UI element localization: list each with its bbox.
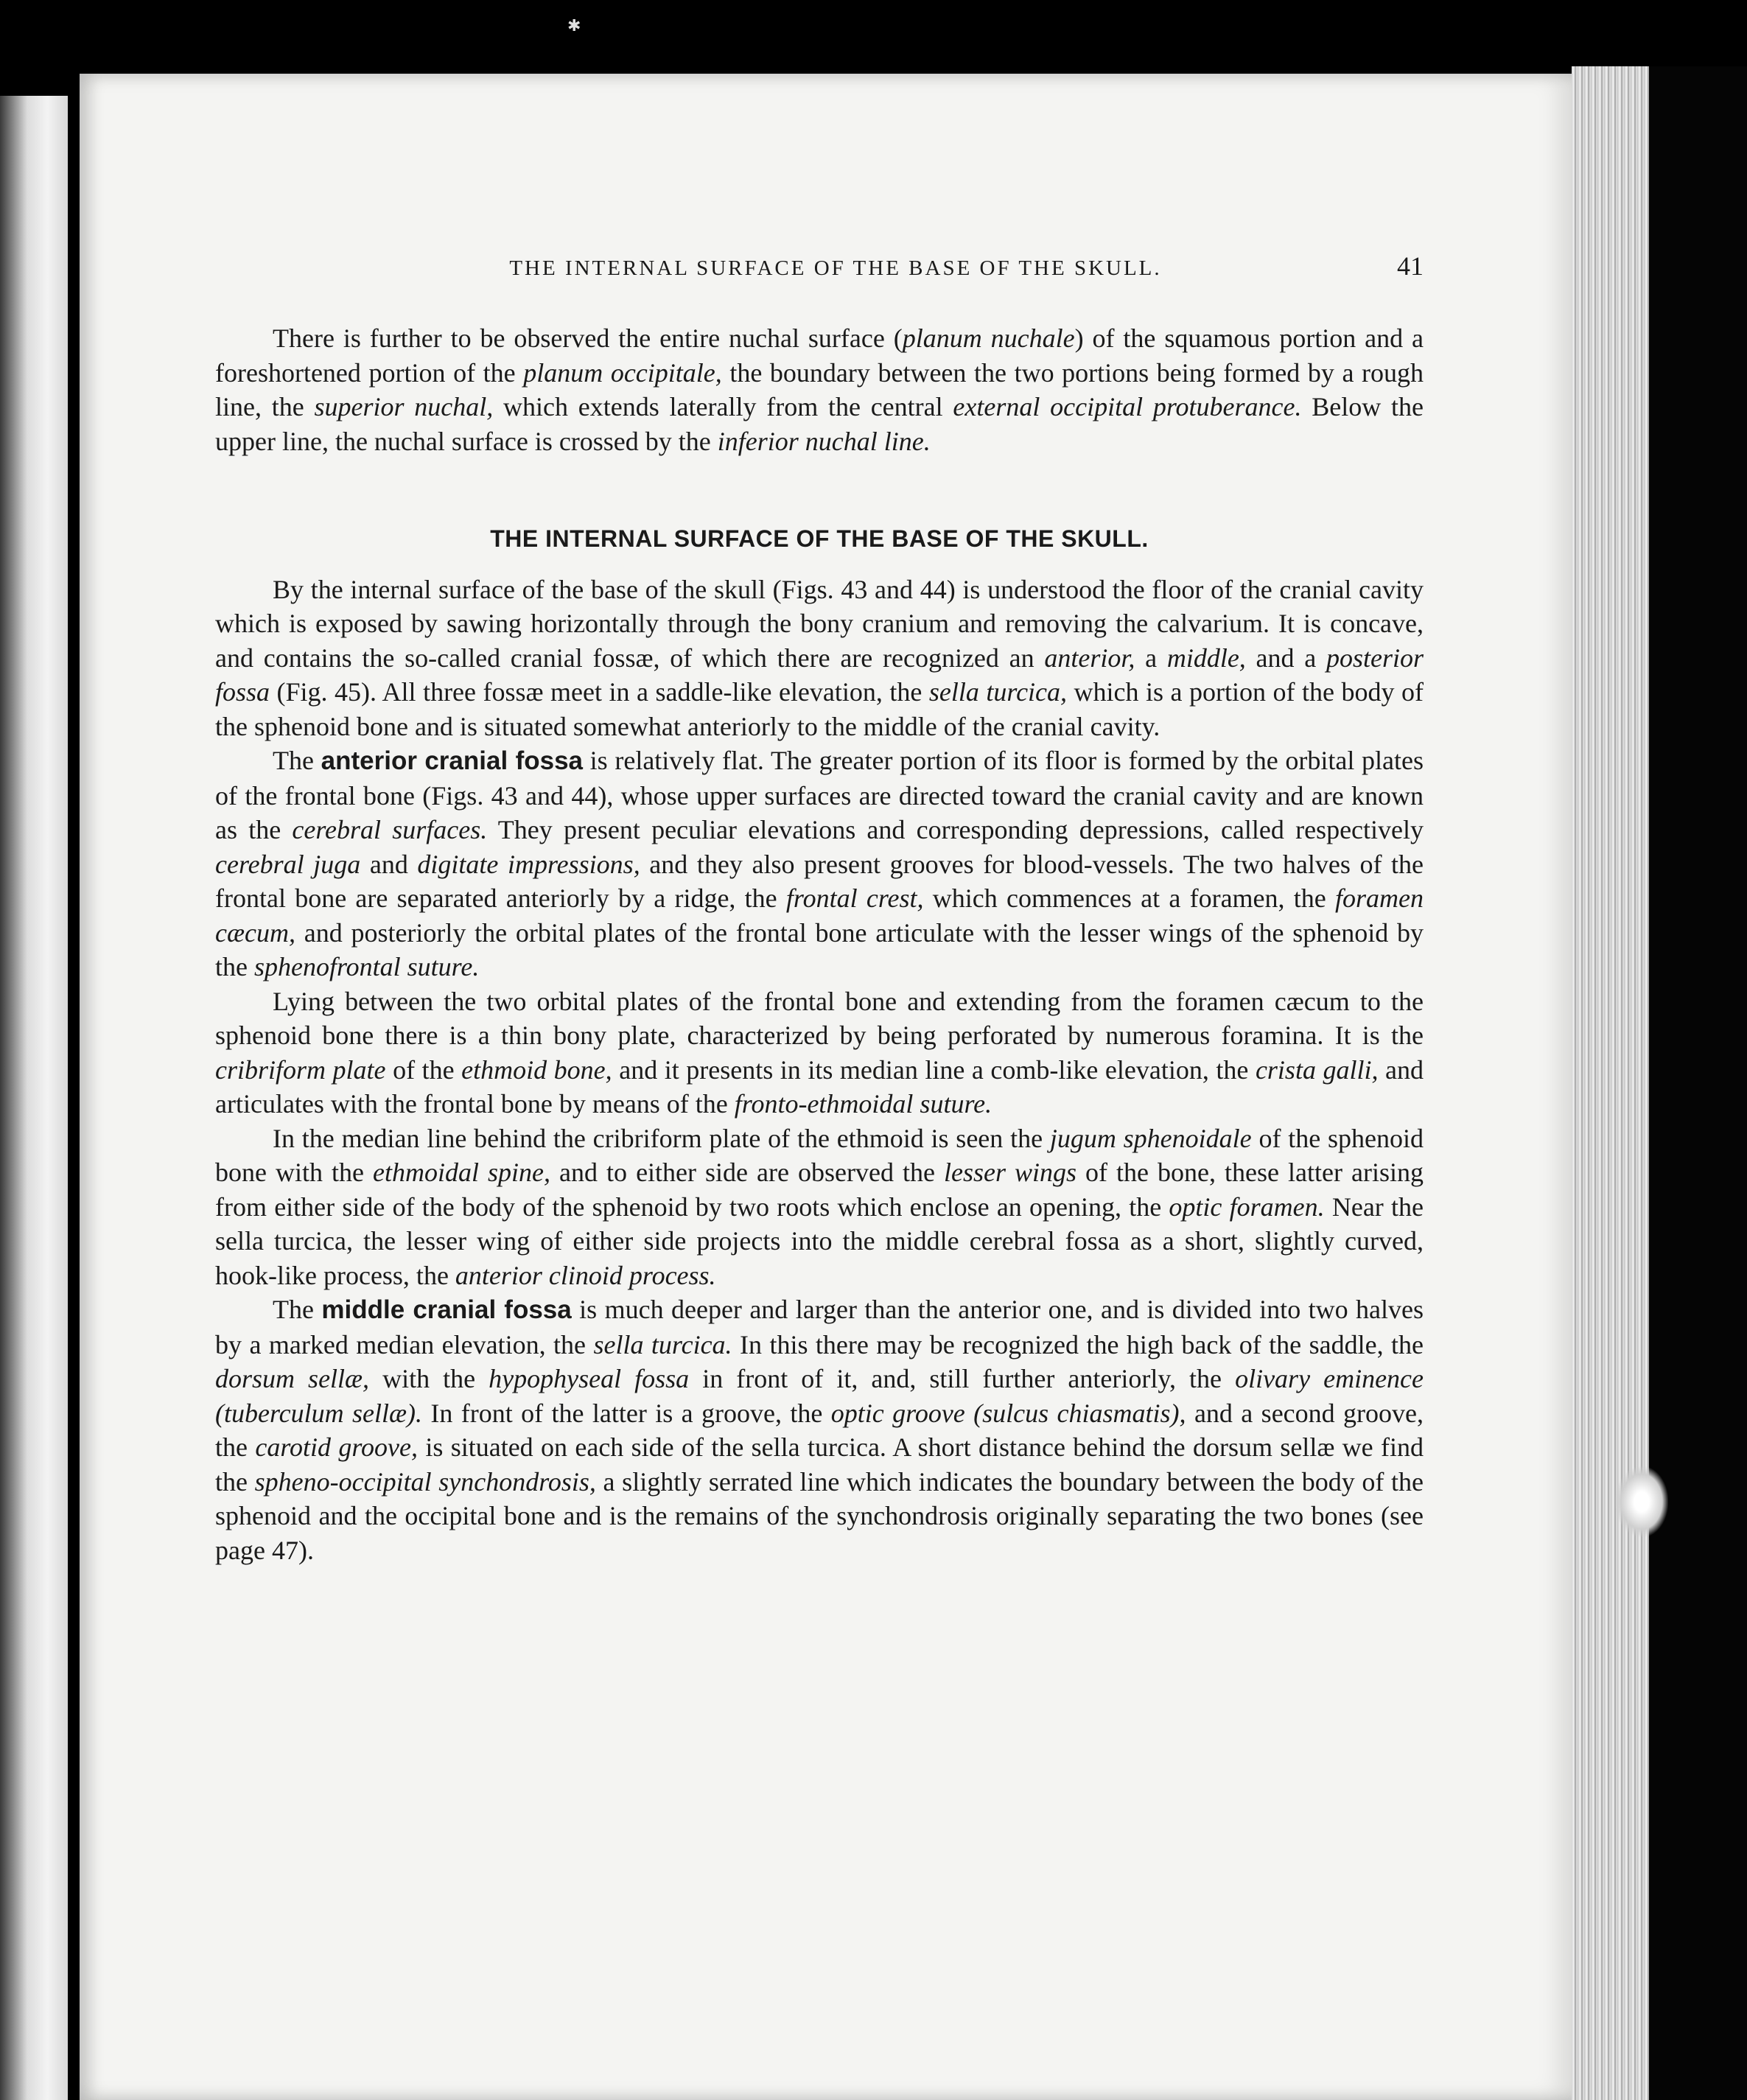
term: cribriform plate — [215, 1054, 386, 1085]
term: superior nuchal, — [314, 392, 494, 421]
term: lesser wings — [943, 1158, 1077, 1187]
text-run: and it presents in its median line a comb-like elevation, the — [612, 1054, 1256, 1085]
term: digitate impressions, — [417, 849, 640, 879]
term: external occipital protuberance. — [953, 392, 1302, 421]
text-run: Lying between the two orbital plates of the frontal bone and extending from the foramen cæcum to the sphenoid bone there is a thin bony plate, characterized by being perforated by numerous foramina. It is the — [215, 986, 1424, 1050]
term: ethmoid bone, — [461, 1054, 612, 1085]
text-run: In the median line behind the cribriform plate of the ethmoid is seen the — [273, 1123, 1050, 1153]
text-run: in front of it, and, still further anteriorly, the — [689, 1364, 1236, 1393]
running-title: THE INTERNAL SURFACE OF THE BASE OF THE SKULL. — [509, 256, 1162, 280]
text-run: (Fig. 45). All three fossæ meet in a saddle-like elevation, the — [270, 677, 929, 707]
text-run: and articulates with the frontal bone by means of the — [215, 1054, 1424, 1119]
term: inferior nuchal line. — [717, 426, 931, 456]
text-run: and to either side are observed the — [550, 1158, 944, 1187]
term: jugum sphenoidale — [1049, 1123, 1252, 1153]
page-stack-edge — [1572, 66, 1649, 2100]
text-run: Near the sella turcica, the lesser wing of either side projects into the middle cerebral fossa as a short, slightly curved, hook-like process, the — [215, 1191, 1424, 1290]
term: foramen cæcum, — [215, 883, 1424, 948]
text-run: In front of the latter is a groove, the — [422, 1398, 831, 1428]
scan-shadow — [1649, 66, 1747, 2100]
text-run: with the — [369, 1364, 489, 1393]
text-run: Below the upper line, the nuchal surface is crossed by the — [215, 392, 1424, 456]
term: planum occipitale, — [523, 357, 722, 388]
scan-blot — [1615, 1466, 1668, 1537]
text-run: and they also present grooves for blood-vessels. The two halves of the frontal bone are separated anteriorly by a ridge, the — [215, 849, 1424, 913]
text-run: The — [273, 746, 321, 775]
term: posterior fossa — [215, 643, 1424, 707]
term: spheno-occipital synchondrosis, — [254, 1466, 596, 1497]
text-run: and a second groove, the — [215, 1398, 1424, 1462]
section-heading: THE INTERNAL SURFACE OF THE BASE OF THE SKULL. — [490, 525, 1149, 552]
term: dorsum sellæ, — [215, 1364, 370, 1393]
term: anterior, — [1044, 643, 1135, 673]
text-run: and — [360, 849, 418, 879]
term: sella turcica, — [928, 677, 1068, 707]
facing-page-edge — [0, 96, 68, 2100]
text-run: and a — [1245, 643, 1326, 673]
text-run: In this there may be recognized the high back of the saddle, the — [732, 1329, 1424, 1359]
text-run: ) of the squamous portion and a foreshortened portion of the — [215, 323, 1424, 388]
intro-paragraph — [215, 321, 1424, 458]
text-run: of the — [385, 1054, 462, 1085]
bold-term: middle cranial fossa — [321, 1295, 572, 1324]
term: optic foramen. — [1169, 1191, 1325, 1222]
text-run: a — [1135, 643, 1167, 673]
text-run: is much deeper and larger than the anterior one, and is divided into two halves by a marked median elevation, the — [215, 1295, 1424, 1359]
term: crista galli, — [1255, 1054, 1379, 1085]
term: sphenofrontal suture. — [253, 952, 480, 981]
paragraph-middle-fossa — [215, 1292, 1424, 1567]
term: fronto-ethmoidal suture. — [734, 1089, 992, 1119]
text-run: which is a portion of the body of the sphenoid bone and is situated somewhat anteriorly to the middle of the cranial cavity. — [215, 677, 1424, 741]
term: frontal crest, — [785, 883, 924, 913]
term: cerebral juga — [215, 849, 361, 879]
text-run: By the internal surface of the base of the skull (Figs. 43 and 44) is understood the floor of the cranial cavity which is exposed by sawing horizontally through the bony cranium and removing the calvarium. It is concave, and contains the so-called cranial fossæ, of which there are recognized an — [215, 574, 1424, 673]
paragraph-base — [215, 573, 1424, 744]
paragraph-cribriform — [215, 984, 1424, 1121]
dust-speck: ✱ — [567, 16, 581, 35]
text-run: the boundary between the two portions being formed by a rough line, the — [215, 357, 1424, 421]
bold-term: anterior cranial fossa — [321, 746, 584, 775]
page-number: 41 — [1397, 251, 1424, 281]
text-run: of the bone, these latter arising from either side of the body of the sphenoid by two roots which enclose an opening, the — [215, 1158, 1424, 1222]
text-run: a slightly serrated line which indicates the boundary between the body of the sphenoid and the occipital bone and is the remains of the synchondrosis originally separating the two bones (see page 47). — [215, 1466, 1424, 1565]
term: cerebral surfaces. — [292, 815, 488, 844]
term: olivary eminence (tuberculum sellæ). — [215, 1364, 1424, 1428]
paragraph-median-line — [215, 1121, 1424, 1293]
term: carotid groove, — [255, 1432, 418, 1462]
text-run: They present peculiar elevations and corresponding depressions, called respectively — [487, 815, 1424, 844]
term: optic groove (sulcus chiasmatis), — [830, 1398, 1186, 1428]
term: hypophyseal fossa — [489, 1364, 690, 1393]
running-head — [215, 249, 1424, 283]
term: ethmoidal spine, — [373, 1158, 551, 1187]
paragraph-anterior-fossa — [215, 743, 1424, 984]
text-run: which extends laterally from the central — [493, 392, 953, 421]
text-run: and posteriorly the orbital plates of the frontal bone articulate with the lesser wings of the sphenoid by the — [215, 917, 1424, 981]
term: anterior clinoid process. — [455, 1260, 716, 1290]
text-run: The — [273, 1295, 322, 1324]
text-run: is relatively flat. The greater portion of its floor is formed by the orbital plates of the frontal bone (Figs. 43 and 44), whose upper surfaces are directed toward the cranial cavity and are known as the — [215, 746, 1424, 844]
term: sella turcica. — [593, 1329, 732, 1359]
page-text — [215, 249, 1424, 1567]
text-run: which commences at a foramen, the — [923, 883, 1336, 913]
term: planum nuchale — [902, 323, 1075, 353]
text-run: There is further to be observed the entire nuchal surface ( — [273, 323, 903, 353]
text-run: is situated on each side of the sella turcica. A short distance behind the dorsum sellæ we find the — [215, 1432, 1424, 1497]
term: middle, — [1166, 643, 1246, 673]
text-run: of the sphenoid bone with the — [215, 1123, 1424, 1187]
